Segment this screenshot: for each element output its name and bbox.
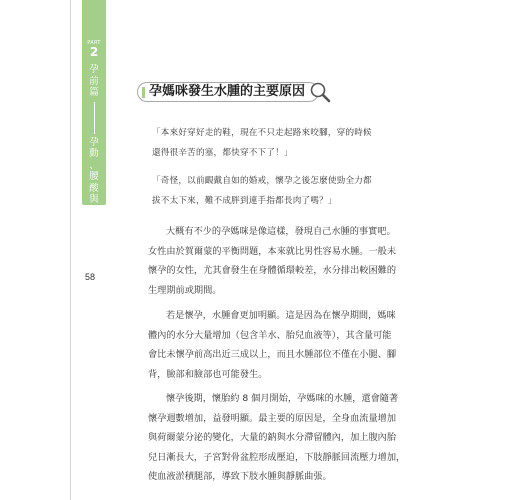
paragraph-line: 背，臉部和臉部也可能發生。 [148, 368, 268, 380]
body-paragraph [148, 222, 470, 300]
paragraph-line: 大概有不少的孕媽咪是像這樣，發現自己水腫的事實吧。 [166, 226, 396, 237]
heading-accent-bar [142, 87, 145, 98]
part-sidebar-tab [82, 0, 106, 217]
paragraph-line: 兒日漸長大，子宮對骨盆腔形成壓迫，下肢靜脈回流壓力增加， [148, 451, 406, 463]
paragraph-line: 懷孕的女性，尤其會發生在身體循環較差，水分排出較困難的 [148, 265, 397, 276]
quote-line: 拔不太下來，難不成胖到連手指都長肉了嗎？」 [152, 196, 337, 206]
part-title-char: 前 [89, 75, 99, 87]
section-heading [137, 80, 333, 104]
part-title-char: 孕 [89, 136, 99, 148]
quote-line: 還得很辛苦的塞，都快穿不下了！」 [152, 148, 293, 158]
paragraph-line: 會比未懷孕前高出近三成以上，而且水腫部位不僅在小腿、腳 [148, 349, 397, 360]
page-number: 58 [85, 272, 96, 282]
part-label: PART [87, 40, 101, 46]
page-gutter-line [70, 0, 71, 500]
part-title-char: 腰 [89, 171, 99, 182]
body-paragraph [148, 306, 470, 384]
paragraph-line: 與荷爾蒙分泌的變化，大量的鈉與水分滯留體內，加上腹內胎 [148, 432, 397, 443]
section-heading-box [137, 82, 319, 102]
paragraph-line: 使血液淤積腿部，導致下肢水腫與靜脈曲張。 [148, 471, 332, 482]
paragraph-line: 女性由於賀爾蒙的平衡問題，本來就比男性容易水腫。一般未 [148, 245, 397, 257]
paragraph-line: 懷孕後期，懷胎約 8 個月開始，孕媽咪的水腫，還會隨著 [166, 393, 399, 404]
part-title-divider [94, 102, 95, 134]
paragraph-line: 生理期前或期間。 [148, 284, 222, 296]
quote-line: 「奇怪，以前靦戴自如的婚戒，懷孕之後怎麼使勁全力都 [152, 176, 372, 186]
paragraph-line: 懷孕週數增加，益發明顯。最主要的原因是，全身血流量增加 [148, 412, 397, 424]
part-title-vertical [82, 64, 106, 217]
magnifier-icon [309, 81, 331, 103]
quote-block [152, 171, 458, 211]
part-number: 2 [89, 45, 99, 59]
part-title-char: 痛 [89, 205, 99, 217]
paragraph-line: 若是懷孕，水腫會更加明顯。這是因為在懷孕期間，媽咪 [166, 310, 396, 321]
part-title-char: 孕 [89, 64, 99, 75]
paragraph-line: 體內的水分大量增加（包含羊水、胎兒血液等），其含量可能 [148, 329, 392, 341]
quote-line: 「本來好穿好走的鞋，現在不只走起路來咬腳，穿的時候 [152, 128, 372, 138]
part-title-char: 篇 [89, 87, 99, 98]
part-title-char: 、 [89, 159, 99, 171]
part-title-char: 動 [89, 148, 99, 159]
section-heading-text: 孕媽咪發生水腫的主要原因 [149, 84, 306, 99]
part-title-char: 與 [89, 194, 99, 205]
body-paragraph [148, 389, 470, 487]
part-title-char: 酸 [89, 182, 99, 194]
quote-block [152, 123, 458, 163]
